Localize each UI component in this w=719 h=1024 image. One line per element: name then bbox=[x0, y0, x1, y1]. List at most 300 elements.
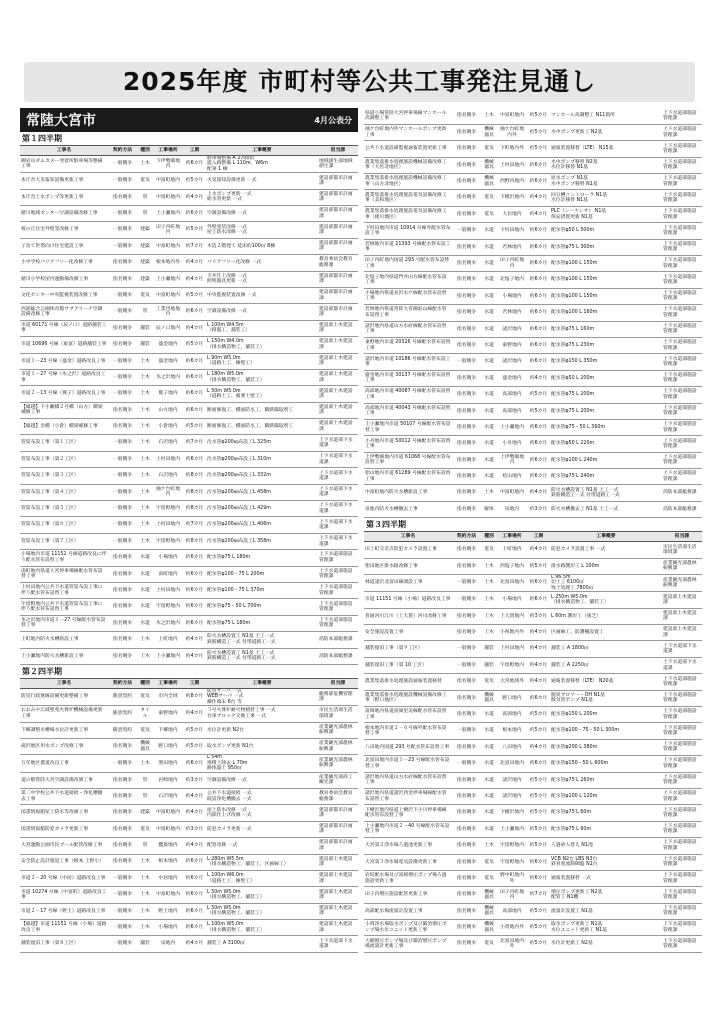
table-cell: 聖田地区排水路改修工事 bbox=[364, 558, 452, 574]
table-cell: 約5カ月 bbox=[527, 920, 550, 936]
table-cell: 指名競争 bbox=[108, 566, 137, 582]
table-row bbox=[364, 370, 702, 386]
table-cell: 小場地内 bbox=[497, 592, 527, 608]
table-cell: 中富町地内 bbox=[153, 821, 183, 837]
table-cell: 県道小場常陸大宮停車場線マンホール高調整工事 bbox=[364, 108, 452, 124]
table-row bbox=[20, 501, 358, 517]
table-cell: 約6カ月 bbox=[183, 615, 206, 631]
table-cell: 指名競争 bbox=[452, 805, 481, 821]
table-cell: 上下水道部施設管理課 bbox=[662, 920, 702, 936]
table-row bbox=[364, 723, 702, 739]
table-cell: 電気 bbox=[137, 173, 153, 189]
column-header: 工事名 bbox=[364, 532, 452, 542]
table-cell: 上小瀬地内市道２－40 号線配水管布設替工事 bbox=[364, 821, 452, 837]
table-cell: 小祝地内外 bbox=[497, 625, 527, 641]
table-cell: 中富町地内 bbox=[153, 238, 183, 254]
table-cell: 一般競争 bbox=[108, 517, 137, 533]
table-cell: 約6カ月 bbox=[183, 402, 206, 418]
table-cell: 約4カ月 bbox=[527, 370, 550, 386]
table-cell: 上下水道部施設管理課 bbox=[662, 419, 702, 435]
table-cell: 上下水道部下水道課 bbox=[318, 533, 358, 549]
table-cell: 管 bbox=[137, 189, 153, 205]
table-cell: 水道 bbox=[481, 419, 497, 435]
table-cell: 産業観光部商工観光課 bbox=[318, 772, 358, 788]
table-cell: 配水管φ100 L 150m bbox=[550, 256, 662, 272]
table-cell: ３号火葬炉耐火物積替工事 一式 台車ブロック交換工事 一式 bbox=[206, 706, 318, 722]
table-cell: 北富田地内 bbox=[497, 756, 527, 772]
table-cell: 舗装 bbox=[137, 320, 153, 336]
table-cell: 土木 bbox=[137, 501, 153, 517]
table-cell: 管渠布設工事（第１工区） bbox=[20, 435, 108, 451]
table-cell: 盛金地内市道 30137 号線配水管布設替工事 bbox=[364, 370, 452, 386]
table-cell: 約3カ月 bbox=[527, 608, 550, 624]
table-row bbox=[20, 903, 358, 919]
table-cell: 指名競争 bbox=[452, 788, 481, 804]
table-cell: 指名競争 bbox=[108, 255, 137, 271]
table-cell: 【繰越】市道 11151 号線（小場）道路改良工事 bbox=[20, 920, 108, 936]
table-cell: 水道 bbox=[481, 452, 497, 468]
table-cell: 約4カ月 bbox=[527, 542, 550, 558]
table-row bbox=[364, 920, 702, 936]
table-cell: 諸沢地内 bbox=[497, 772, 527, 788]
table-cell: 水道 bbox=[481, 772, 497, 788]
table-cell: 空調設備改修 一式 bbox=[206, 304, 318, 320]
table-cell: 土木 bbox=[137, 451, 153, 467]
table-cell: L 54m 堆積土除去 L 70m 路体盛土 950㎡ bbox=[206, 755, 318, 772]
table-cell: 上下水道部施設管理課 bbox=[662, 756, 702, 772]
table-cell: 汚水管φ200㎜布設工L 429m bbox=[206, 501, 318, 517]
right-column bbox=[364, 108, 702, 953]
table-cell: 機械器具 bbox=[481, 174, 497, 190]
table-cell: 公共下水道接続 一式 既設浄化槽撤去 一式 bbox=[206, 788, 318, 804]
table-cell: 諸沢地内県道山方水府線配水管布設替工事 bbox=[364, 321, 452, 337]
table-cell: 指名競争 bbox=[452, 485, 481, 501]
table-cell: 指名競争 bbox=[452, 387, 481, 403]
table-cell: 市道 60171 号線（辰ノ口）道路舗装工事 bbox=[20, 320, 108, 336]
table-cell: 約6カ月 bbox=[527, 354, 550, 370]
table-row bbox=[364, 469, 702, 485]
table-cell: 市民生活部生活環境課 bbox=[662, 542, 702, 558]
table-cell: 上町地内 bbox=[153, 632, 183, 648]
table-cell: 約4カ月 bbox=[183, 838, 206, 854]
table-cell: 中富町地内 bbox=[497, 108, 527, 124]
table-cell: 農業集落排水処理施設通報装置移替 bbox=[364, 674, 452, 690]
table-cell: 約4カ月 bbox=[183, 320, 206, 336]
table-cell: 指名競争 bbox=[452, 157, 481, 173]
table-row bbox=[20, 238, 358, 254]
table-cell: 上下水道部施設管理課 bbox=[662, 690, 702, 706]
table-cell: 一般競争 bbox=[108, 206, 137, 222]
table-cell: 建設部土木建設課 bbox=[662, 608, 702, 624]
table-cell: 約5カ月 bbox=[527, 723, 550, 739]
table-cell: 随意契約 bbox=[108, 706, 137, 722]
table-row bbox=[364, 657, 702, 673]
table-cell: 指名競争 bbox=[452, 838, 481, 854]
table-cell: 配水管φ75 L 240m bbox=[550, 469, 662, 485]
table-cell: 安全施設設置工事 bbox=[364, 625, 452, 641]
table-row bbox=[364, 772, 702, 788]
table-cell: 氷之沢地内市道１－27 号線配水管布設替工事 bbox=[20, 615, 108, 631]
table-cell: 機械器具 bbox=[481, 903, 497, 919]
table-cell: 土木 bbox=[137, 854, 153, 870]
table-cell: VCB N2台 LBS N3台 鉄骨電流制御盤 N1台 bbox=[550, 854, 662, 870]
table-cell: 岩坂配水場及び富岡増圧ポンプ場ろ過施設更新工事 bbox=[364, 870, 452, 886]
table-cell: 指名競争 bbox=[108, 337, 137, 353]
table-row bbox=[20, 468, 358, 484]
column-header: 契約方法 bbox=[108, 678, 137, 688]
table-cell: 約4カ月 bbox=[183, 189, 206, 205]
table-cell: 消防本部総務課 bbox=[662, 485, 702, 501]
table-cell: 約3カ月 bbox=[183, 821, 206, 837]
table-cell: 小貫浄水場取水ポンプ及び鍛冶増圧ポンプ場水位ユニット更新工事 bbox=[364, 920, 452, 936]
table-header-row bbox=[20, 146, 358, 156]
table-header-row bbox=[364, 532, 702, 542]
table-row bbox=[20, 755, 358, 772]
table-cell: 配水管φ100 L 150m bbox=[550, 288, 662, 304]
table-cell: 約8カ月 bbox=[183, 688, 206, 705]
table-cell: 配水管φ75・50 L 700m bbox=[206, 599, 318, 615]
table-cell: 駐車場整備 A 2700㎡ 進入路整備 L 110m、W6m 配筆 1 棟 bbox=[206, 156, 318, 173]
table-row bbox=[364, 903, 702, 919]
table-cell: 上下水道部施設管理課 bbox=[662, 190, 702, 206]
table-cell: 一般競争 bbox=[108, 173, 137, 189]
table-cell: L 50m W5.0m （排水構造物工、舗装工） bbox=[206, 903, 318, 919]
table-cell: 指名競争 bbox=[452, 707, 481, 723]
table-row bbox=[20, 838, 358, 854]
table-cell: 上下水道部下水道課 bbox=[318, 468, 358, 484]
table-cell: 地域創生部地域創生課 bbox=[318, 156, 358, 173]
table-cell: 諸沢地内県道山方水府線配水管布設替工事 bbox=[364, 772, 452, 788]
table-cell: 大宮地域外 bbox=[497, 674, 527, 690]
table-row bbox=[20, 484, 358, 500]
table-cell: 指名競争 bbox=[108, 772, 137, 788]
table-cell: 舗装復旧工事（第９工区） bbox=[364, 641, 452, 657]
table-cell: 土木 bbox=[481, 592, 497, 608]
table-cell: 上下水道部施設管理課 bbox=[318, 566, 358, 582]
table-cell: 水道 bbox=[137, 599, 153, 615]
table-cell: 約6カ月 bbox=[527, 870, 550, 886]
table-cell: 上下水道部施設管理課 bbox=[662, 174, 702, 190]
table-cell: 小貫地内外 bbox=[497, 920, 527, 936]
table-cell: 土木 bbox=[137, 435, 153, 451]
table-cell: 指名競争 bbox=[108, 738, 137, 754]
table-cell: 約6カ月 bbox=[183, 550, 206, 566]
table-cell: 北塩子地内県道門井山方線配水管布設工事 bbox=[364, 272, 452, 288]
table-cell: 水道 bbox=[481, 305, 497, 321]
table-cell: 一般競争 bbox=[108, 501, 137, 517]
table-cell: L 250m W5.0m （排水構造物工、舗装工） bbox=[550, 592, 662, 608]
table-cell: 上村田地内 bbox=[153, 517, 183, 533]
table-cell: 水位計更新工 N2基 bbox=[550, 936, 662, 952]
table-cell: 指名競争 bbox=[452, 690, 481, 706]
table-cell: 断面修復工、橋面防水工、脚鉄脚取替工 bbox=[206, 402, 318, 418]
table-cell: 外壁塗装改修 一式 屋上防水改修 一式 bbox=[206, 222, 318, 238]
table-row bbox=[364, 870, 702, 886]
table-cell: 一般競争 bbox=[452, 592, 481, 608]
table-cell: 建設部土木建設課 bbox=[318, 870, 358, 886]
table-cell: 上下水道部下水道課 bbox=[662, 641, 702, 657]
table-cell: 上下水道部施設管理課 bbox=[662, 854, 702, 870]
table-row bbox=[364, 936, 702, 952]
table-cell: 管 bbox=[137, 206, 153, 222]
column-header: 工事概要 bbox=[550, 532, 662, 542]
table-cell: 指名競争 bbox=[452, 403, 481, 419]
table-cell: 指名競争 bbox=[452, 854, 481, 870]
table-cell: 約4カ月 bbox=[183, 648, 206, 664]
table-cell: 下檜沢地内 bbox=[497, 805, 527, 821]
table-cell: 管 bbox=[137, 838, 153, 854]
table-row bbox=[20, 805, 358, 821]
table-row bbox=[364, 739, 702, 755]
table-cell: 土木 bbox=[137, 632, 153, 648]
table-cell: 水道 bbox=[481, 223, 497, 239]
table-cell: 約4カ月 bbox=[527, 625, 550, 641]
table-cell: 上下水道部施設管理課 bbox=[662, 387, 702, 403]
table-cell: 上大賀地内 bbox=[497, 608, 527, 624]
table-cell: 普通河川江川（上大賀）河川改修工事 bbox=[364, 608, 452, 624]
table-cell: 市道 10274 号線（中富町）道路改良工事 bbox=[20, 887, 108, 903]
table-cell: 建設部土木建設課 bbox=[318, 369, 358, 385]
table-cell: 上小瀬地内 bbox=[153, 206, 183, 222]
table-cell: 市道１－23 号線（盛金）道路改良工事 bbox=[20, 353, 108, 369]
table-cell: 建設部土木建設課 bbox=[318, 386, 358, 402]
table-cell: 下郷地内 bbox=[153, 722, 183, 738]
table-cell: 約6カ月 bbox=[527, 337, 550, 353]
table-cell: 水道 bbox=[481, 788, 497, 804]
table-cell: 指名競争 bbox=[108, 854, 137, 870]
table-cell: 消防本部総務課 bbox=[318, 632, 358, 648]
table-cell: 土木 bbox=[137, 156, 153, 173]
table-cell: 照田地内 bbox=[153, 755, 183, 772]
column-header: 工事名 bbox=[20, 678, 108, 688]
table-cell: 脱臭ブロワー・OH N1基 散気管ポンプ N1基 bbox=[550, 690, 662, 706]
table-cell: 建設部土木建設課 bbox=[318, 920, 358, 936]
table-cell: 随意契約 bbox=[108, 722, 137, 738]
table-cell: 小倉地内 bbox=[153, 419, 183, 435]
table-cell: 上下水道部施設管理課 bbox=[662, 674, 702, 690]
table-cell: 土木 bbox=[137, 903, 153, 919]
table-cell: 上下水道部施設管理課 bbox=[662, 141, 702, 157]
table-cell: 約7カ月 bbox=[183, 435, 206, 451]
table-cell: 約4カ月 bbox=[527, 641, 550, 657]
table-cell: 管渠布設工事（第２工区） bbox=[20, 451, 108, 467]
table-cell: 約6カ月 bbox=[527, 174, 550, 190]
table-row bbox=[20, 320, 358, 336]
table-cell: 指名競争 bbox=[452, 887, 481, 903]
table-cell: 約4カ月 bbox=[527, 190, 550, 206]
table-cell: 約7カ月 bbox=[183, 238, 206, 254]
table-cell: 岩崎地内 bbox=[153, 772, 183, 788]
table-cell: 管渠布設工事（第５工区） bbox=[20, 501, 108, 517]
table-row bbox=[364, 436, 702, 452]
table-cell: 約5カ月 bbox=[527, 903, 550, 919]
table-cell: 小場地内 bbox=[153, 550, 183, 566]
table-row bbox=[364, 592, 702, 608]
table-cell: 上下水道部下水道課 bbox=[318, 517, 358, 533]
table-cell: 約8カ月 bbox=[183, 484, 206, 500]
table-cell: 大岩地内 bbox=[497, 206, 527, 222]
table-cell: 指名競争 bbox=[452, 452, 481, 468]
table-cell: 指名競争 bbox=[452, 141, 481, 157]
table-row bbox=[364, 321, 702, 337]
table-row bbox=[364, 354, 702, 370]
table-cell: 指名競争 bbox=[108, 788, 137, 804]
table-cell: 建築 bbox=[137, 805, 153, 821]
table-cell: 高部地内 bbox=[497, 403, 527, 419]
table-cell: 指名競争 bbox=[452, 206, 481, 222]
table-cell: 上下水道部施設管理課 bbox=[662, 370, 702, 386]
table-cell: 約5カ月 bbox=[527, 707, 550, 723]
table-cell: 指名競争 bbox=[452, 501, 481, 517]
column-header: 担当課 bbox=[318, 146, 358, 156]
table-cell: 機械器具 bbox=[481, 690, 497, 706]
table-row bbox=[364, 485, 702, 501]
table-row bbox=[20, 738, 358, 754]
table-cell: 流量計設置工 N1基 bbox=[550, 903, 662, 919]
table-cell: 上下水道部施設管理課 bbox=[662, 903, 702, 919]
table-row bbox=[20, 854, 358, 870]
table-cell: 約6カ月 bbox=[183, 156, 206, 173]
table-row bbox=[364, 854, 702, 870]
table-cell: 指名競争 bbox=[108, 419, 137, 435]
column-header: 担当課 bbox=[662, 532, 702, 542]
table-cell: 約5カ月 bbox=[527, 141, 550, 157]
table-cell: 約5カ月 bbox=[527, 936, 550, 952]
table-cell: 東野地内 bbox=[497, 337, 527, 353]
table-cell: 舗装復旧工事（第８工区） bbox=[20, 936, 108, 952]
table-cell: 産業観光部農林振興課 bbox=[318, 738, 358, 754]
table-cell: 約6カ月 bbox=[527, 288, 550, 304]
table-row bbox=[364, 288, 702, 304]
table-cell: 上下水道部施設管理課 bbox=[662, 707, 702, 723]
table-cell: 汚水管φ200㎜布設工L 325m bbox=[206, 435, 318, 451]
table-cell: 原水ポンプ N1基 水中ポンプ移替 N1基 bbox=[550, 174, 662, 190]
table-cell: 配管改修 一式 bbox=[206, 838, 318, 854]
table-cell: 約5カ月 bbox=[527, 788, 550, 804]
table-cell: 水道 bbox=[137, 550, 153, 566]
section-title-q1: 第１四半期 bbox=[22, 134, 62, 143]
table-cell: 宇留野地内公共下水道管渠布設工事に伴う配水管布設替工事 bbox=[20, 599, 108, 615]
column-header: 工事場所 bbox=[497, 532, 527, 542]
table-cell: 根本地内 bbox=[153, 854, 183, 870]
table-cell: 一般競争 bbox=[108, 887, 137, 903]
table-cell: 【繰越】下小瀬橋２号橋（山方）橋梁補修工事 bbox=[20, 402, 108, 418]
table-cell: 市民生活部生活環境課 bbox=[318, 706, 358, 722]
table-row bbox=[20, 255, 358, 271]
table-cell: タイル bbox=[137, 706, 153, 722]
table-cell: 指名競争 bbox=[452, 870, 481, 886]
table-cell: 指名競争 bbox=[452, 337, 481, 353]
table-cell: 下伊勢畑地内 bbox=[153, 156, 183, 173]
table-cell: 指名競争 bbox=[108, 550, 137, 566]
table-cell: 指名競争 bbox=[108, 320, 137, 336]
table-cell: 建築 bbox=[137, 222, 153, 238]
table-row bbox=[364, 305, 702, 321]
table-cell: 指名競争 bbox=[452, 674, 481, 690]
table-cell: 一般競争 bbox=[108, 222, 137, 238]
table-cell: 土木 bbox=[137, 468, 153, 484]
table-cell: 防犯カメラ設置工事 一式 bbox=[550, 542, 662, 558]
table-cell: 一般競争 bbox=[108, 870, 137, 886]
table-cell: 水道 bbox=[481, 756, 497, 772]
table-cell: 市内全域 bbox=[153, 688, 183, 705]
table-cell: 緒川地域センター空調設備改修工事 bbox=[20, 206, 108, 222]
table-cell: 指名競争 bbox=[452, 256, 481, 272]
table-cell: 約6カ月 bbox=[183, 920, 206, 936]
table-cell: 上町地内防火水槽新設工事 bbox=[20, 632, 108, 648]
table-row bbox=[20, 369, 358, 385]
table-cell: 土木 bbox=[137, 353, 153, 369]
table-row bbox=[364, 190, 702, 206]
table-cell: 下檜沢地内県道上檜沢下小川停車場線配水管布設替工事 bbox=[364, 805, 452, 821]
table-cell: 指名競争 bbox=[108, 599, 137, 615]
table-row bbox=[364, 223, 702, 239]
announcement-label: 4月公表分 bbox=[314, 115, 352, 125]
table-cell: 上下水道部施設管理課 bbox=[662, 288, 702, 304]
table-cell: 舗装 bbox=[137, 936, 153, 952]
table-cell: 桧山地内 bbox=[497, 469, 527, 485]
table-cell: 取水ポンプ更新工 N1基 水位ユニット更新工 N1基 bbox=[550, 920, 662, 936]
table-cell: 汚水管φ200㎜布設工L 406m bbox=[206, 517, 318, 533]
table-cell: 宇留野地内 bbox=[497, 854, 527, 870]
table-cell: 建設部土木建設課 bbox=[318, 320, 358, 336]
table-cell: 小中学校バリアフリー化改修工事 bbox=[20, 255, 108, 271]
table-cell: 約4カ月 bbox=[183, 805, 206, 821]
column-header: 契約方法 bbox=[452, 532, 481, 542]
table-cell: 水中ポンプ移替 N2基 水位計移替 N1基 bbox=[550, 157, 662, 173]
table-cell: 教育委員会教育総務課 bbox=[318, 255, 358, 271]
table-cell: 約5カ月 bbox=[527, 108, 550, 124]
table-cell: 指名競争 bbox=[452, 288, 481, 304]
table-cell: 諸沢地内 bbox=[497, 788, 527, 804]
table-row bbox=[20, 887, 358, 903]
table-cell: 上下水道部施設管理課 bbox=[662, 206, 702, 222]
table-cell: L 96.5m 切土工 6100㎥ 残土処理工 7800㎥ bbox=[550, 575, 662, 592]
table-cell: 上下水道部施設管理課 bbox=[662, 321, 702, 337]
table-cell: 約6カ月 bbox=[183, 206, 206, 222]
table-cell: 泉地内防火水槽撤去工事 bbox=[364, 501, 452, 517]
table-cell: 建設部都市計画課 bbox=[318, 304, 358, 320]
table-cell: 市道 10696 号線（東富）道路舗装工事 bbox=[20, 337, 108, 353]
table-cell: 約7カ月 bbox=[527, 887, 550, 903]
table-cell: 子育て世帯向け住宅建設工事 bbox=[20, 238, 108, 254]
table-cell: 上小瀬地内防火水槽新設工事 bbox=[20, 648, 108, 664]
table-row bbox=[364, 239, 702, 255]
table-cell: 産業観光部農林振興課 bbox=[318, 722, 358, 738]
table-cell: 約6カ月 bbox=[527, 436, 550, 452]
table-cell: 八田地内国道 293 号配水管布設替工事 bbox=[364, 739, 452, 755]
table-cell: 上下水道部施設管理課 bbox=[662, 452, 702, 468]
table-cell: 北富田地内外 bbox=[497, 936, 527, 952]
table-row bbox=[364, 558, 702, 574]
table-cell: 上下水道部施設管理課 bbox=[662, 436, 702, 452]
project-table bbox=[364, 531, 702, 953]
table-cell: 水道 bbox=[481, 321, 497, 337]
table-cell: PLC（シーケンサ） N1基 保安措置更新 N1基 bbox=[550, 206, 662, 222]
table-cell: 教育委員会教育総務課 bbox=[318, 788, 358, 804]
table-row bbox=[20, 189, 358, 205]
table-cell: 農業集落排水処理施設機械設備改修工事（山方北地区） bbox=[364, 174, 452, 190]
table-cell: 農業集落排水処理施設機械設備改修工事（野口地区） bbox=[364, 690, 452, 706]
table-cell: 管 bbox=[137, 304, 153, 320]
table-cell: 上下水道部施設管理課 bbox=[662, 403, 702, 419]
table-cell: L 60m 護岸工（張芝） bbox=[550, 608, 662, 624]
table-cell: 上下水道部施設管理課 bbox=[662, 239, 702, 255]
table-cell: 土木 bbox=[137, 402, 153, 418]
table-row bbox=[20, 599, 358, 615]
table-cell: 鷲子地内 bbox=[153, 386, 183, 402]
table-cell: 約6カ月 bbox=[183, 386, 206, 402]
